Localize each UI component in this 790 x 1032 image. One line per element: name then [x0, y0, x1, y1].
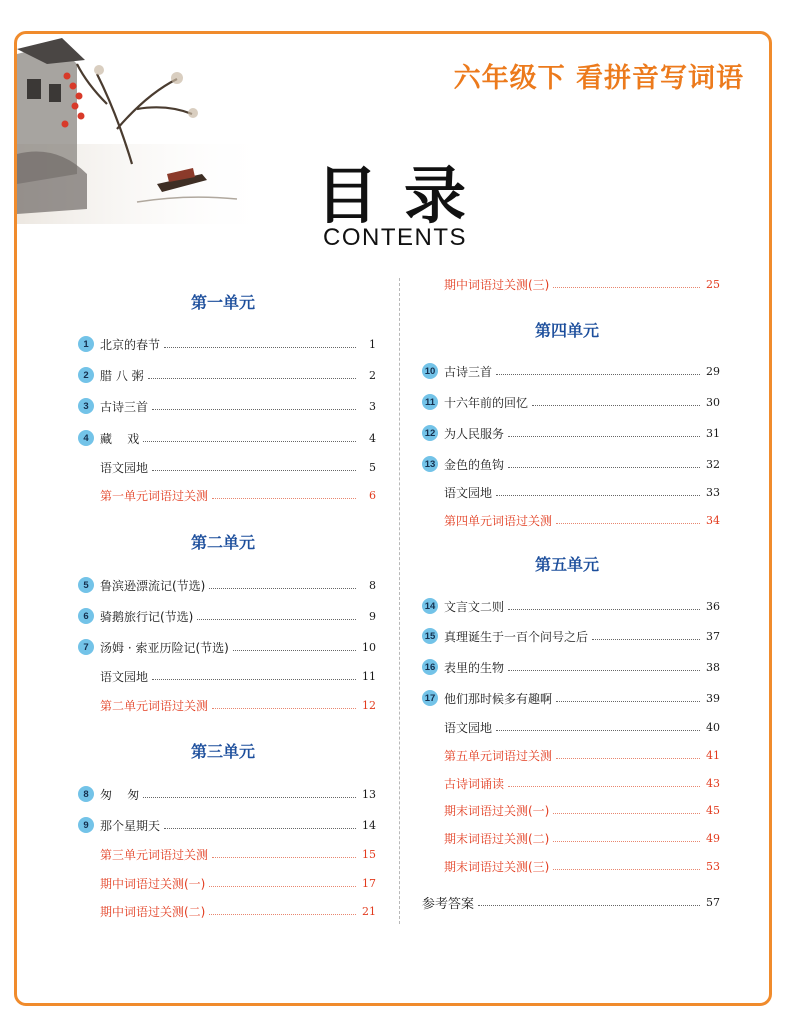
unit-heading: 第三单元: [191, 742, 256, 761]
toc-page-number: 38: [706, 660, 720, 674]
dotted-leader: [508, 670, 700, 671]
dotted-leader: [209, 588, 356, 589]
toc-item-label: 语文园地: [100, 460, 149, 475]
toc-page-number: 21: [362, 904, 376, 918]
toc-item-label: 真理诞生于一百个问号之后: [444, 629, 589, 644]
toc-item-test[interactable]: [78, 874, 376, 892]
lesson-number-badge: 2: [78, 367, 94, 383]
dotted-leader: [152, 409, 356, 410]
toc-page-number: 14: [362, 818, 376, 832]
toc-page-number: 8: [369, 578, 376, 592]
toc-item[interactable]: [78, 458, 376, 476]
toc-item-label: 第一单元词语过关测: [100, 488, 209, 503]
dotted-leader: [143, 797, 356, 798]
toc-page-number: 41: [706, 748, 720, 762]
dotted-leader: [212, 708, 356, 709]
toc-item-label: 汤姆 · 索亚历险记(节选): [100, 640, 229, 655]
toc-page-number: 10: [362, 640, 376, 654]
toc-item[interactable]: [78, 816, 376, 834]
dotted-leader: [233, 650, 356, 651]
toc-item-label: 古诗词诵读: [444, 776, 505, 791]
toc-item-label: 期中词语过关测(三): [444, 277, 550, 292]
unit-heading: 第四单元: [535, 321, 600, 340]
toc-item[interactable]: [422, 362, 720, 380]
dotted-leader: [209, 886, 356, 887]
dotted-leader: [478, 905, 700, 906]
toc-item-label: 鲁滨逊漂流记(节选): [100, 578, 206, 593]
toc-item[interactable]: [422, 424, 720, 442]
toc-page-number: 49: [706, 831, 720, 845]
lesson-number-badge: 11: [422, 394, 438, 410]
book-title-banner: 六年级下 看拼音写词语: [453, 63, 744, 94]
toc-page-number: 30: [706, 395, 720, 409]
toc-page-number: 40: [706, 720, 720, 734]
toc-page-number: 36: [706, 599, 720, 613]
toc-item-label: 参考答案: [422, 896, 475, 912]
toc-item-label: 古诗三首: [444, 364, 493, 379]
toc-page-number: 33: [706, 485, 720, 499]
toc-item-label: 语文园地: [444, 485, 493, 500]
column-divider: [399, 278, 400, 924]
unit-heading: 第五单元: [535, 555, 600, 574]
toc-item-label: 他们那时候多有趣啊: [444, 691, 553, 706]
dotted-leader: [556, 758, 700, 759]
toc-item[interactable]: [422, 455, 720, 473]
toc-item-label: 那个星期天: [100, 818, 161, 833]
toc-item-label: 语文园地: [444, 720, 493, 735]
toc-item-test[interactable]: [422, 829, 720, 847]
toc-item-label: 期末词语过关测(一): [444, 803, 550, 818]
toc-item[interactable]: [422, 597, 720, 615]
lesson-number-badge: 1: [78, 336, 94, 352]
toc-item-test[interactable]: [422, 774, 720, 792]
dotted-leader: [592, 639, 700, 640]
dotted-leader: [556, 523, 700, 524]
toc-item-label: 期中词语过关测(一): [100, 876, 206, 891]
dotted-leader: [553, 287, 700, 288]
lesson-number-badge: 16: [422, 659, 438, 675]
toc-item[interactable]: [422, 393, 720, 411]
toc-item-label: 期末词语过关测(二): [444, 831, 550, 846]
toc-page-number: 53: [706, 859, 720, 873]
dotted-leader: [148, 378, 356, 379]
toc-item-label: 藏 戏: [100, 431, 140, 446]
toc-page-number: 11: [362, 669, 376, 683]
dotted-leader: [508, 609, 700, 610]
lesson-number-badge: 8: [78, 786, 94, 802]
toc-item-label: 第二单元词语过关测: [100, 698, 209, 713]
toc-item[interactable]: [422, 689, 720, 707]
toc-item-label: 表里的生物: [444, 660, 505, 675]
dotted-leader: [164, 347, 356, 348]
dotted-leader: [197, 619, 356, 620]
toc-item[interactable]: [78, 576, 376, 594]
toc-page-number: 25: [706, 277, 720, 291]
toc-item[interactable]: [78, 785, 376, 803]
toc-item[interactable]: [78, 397, 376, 415]
dotted-leader: [212, 498, 356, 499]
dotted-leader: [152, 470, 356, 471]
lesson-number-badge: 5: [78, 577, 94, 593]
lesson-number-badge: 13: [422, 456, 438, 472]
lesson-number-badge: 7: [78, 639, 94, 655]
dotted-leader: [496, 495, 700, 496]
toc-item[interactable]: [78, 366, 376, 384]
toc-page-number: 9: [369, 609, 376, 623]
dotted-leader: [556, 701, 700, 702]
toc-item-label: 骑鹅旅行记(节选): [100, 609, 194, 624]
toc-page-number: 34: [706, 513, 720, 527]
page-subtitle: CONTENTS: [323, 224, 467, 251]
toc-item-test[interactable]: [422, 275, 720, 293]
toc-item[interactable]: [78, 429, 376, 447]
dotted-leader: [553, 841, 700, 842]
toc-item-label: 古诗三首: [100, 399, 149, 414]
toc-item[interactable]: [78, 667, 376, 685]
toc-item-test[interactable]: [78, 696, 376, 714]
toc-item-test[interactable]: [422, 746, 720, 764]
toc-page-number: 57: [706, 895, 720, 909]
dotted-leader: [508, 786, 700, 787]
dotted-leader: [152, 679, 356, 680]
dotted-leader: [209, 914, 356, 915]
toc-item-label: 北京的春节: [100, 337, 161, 352]
dotted-leader: [508, 467, 700, 468]
toc-item-test[interactable]: [78, 902, 376, 920]
lesson-number-badge: 6: [78, 608, 94, 624]
toc-page-number: 29: [706, 364, 720, 378]
toc-item-label: 语文园地: [100, 669, 149, 684]
lesson-number-badge: 9: [78, 817, 94, 833]
toc-item-label: 第五单元词语过关测: [444, 748, 553, 763]
toc-page-number: 45: [706, 803, 720, 817]
page-title: 目录: [315, 159, 492, 232]
dotted-leader: [553, 869, 700, 870]
unit-heading: 第一单元: [191, 293, 256, 312]
toc-page-number: 2: [369, 368, 376, 382]
toc-page-number: 13: [362, 787, 376, 801]
toc-page-number: 12: [362, 698, 376, 712]
toc-item[interactable]: [78, 607, 376, 625]
toc-item[interactable]: [422, 658, 720, 676]
toc-item[interactable]: [422, 483, 720, 501]
lesson-number-badge: 15: [422, 628, 438, 644]
lesson-number-badge: 4: [78, 430, 94, 446]
unit-heading: 第二单元: [191, 533, 256, 552]
dotted-leader: [553, 813, 700, 814]
dotted-leader: [164, 828, 356, 829]
toc-item-label: 第四单元词语过关测: [444, 513, 553, 528]
toc-item-test[interactable]: [78, 845, 376, 863]
toc-item-label: 文言文二则: [444, 599, 505, 614]
toc-page-number: 15: [362, 847, 376, 861]
dotted-leader: [496, 374, 700, 375]
toc-page-number: 4: [369, 431, 376, 445]
toc-item-test[interactable]: [422, 801, 720, 819]
lesson-number-badge: 3: [78, 398, 94, 414]
toc-page-number: 3: [369, 399, 376, 413]
toc-item[interactable]: [422, 627, 720, 645]
lesson-number-badge: 17: [422, 690, 438, 706]
dotted-leader: [496, 730, 700, 731]
toc-item[interactable]: [78, 638, 376, 656]
toc-item-answers[interactable]: [422, 893, 720, 911]
toc-item[interactable]: [422, 718, 720, 736]
toc-page-number: 1: [369, 337, 376, 351]
dotted-leader: [212, 857, 356, 858]
toc-page-number: 37: [706, 629, 720, 643]
dotted-leader: [532, 405, 700, 406]
toc-item-label: 期中词语过关测(二): [100, 904, 206, 919]
lesson-number-badge: 10: [422, 363, 438, 379]
toc-item-test[interactable]: [78, 486, 376, 504]
toc-item-label: 十六年前的回忆: [444, 395, 529, 410]
toc-item-test[interactable]: [422, 857, 720, 875]
toc-page-number: 5: [369, 460, 376, 474]
toc-item-test[interactable]: [422, 511, 720, 529]
toc-page-number: 43: [706, 776, 720, 790]
toc-page-number: 17: [362, 876, 376, 890]
toc-item-label: 第三单元词语过关测: [100, 847, 209, 862]
toc-page-number: 32: [706, 457, 720, 471]
lesson-number-badge: 12: [422, 425, 438, 441]
toc-item-label: 匆 匆: [100, 787, 140, 802]
toc-item-label: 期末词语过关测(三): [444, 859, 550, 874]
dotted-leader: [508, 436, 700, 437]
toc-page-number: 6: [369, 488, 376, 502]
toc-page-number: 39: [706, 691, 720, 705]
lesson-number-badge: 14: [422, 598, 438, 614]
toc-item-label: 腊 八 粥: [100, 368, 144, 383]
toc-item-label: 为人民服务: [444, 426, 505, 441]
toc-page-number: 31: [706, 426, 720, 440]
toc-item[interactable]: [78, 335, 376, 353]
dotted-leader: [143, 441, 356, 442]
toc-item-label: 金色的鱼钩: [444, 457, 505, 472]
